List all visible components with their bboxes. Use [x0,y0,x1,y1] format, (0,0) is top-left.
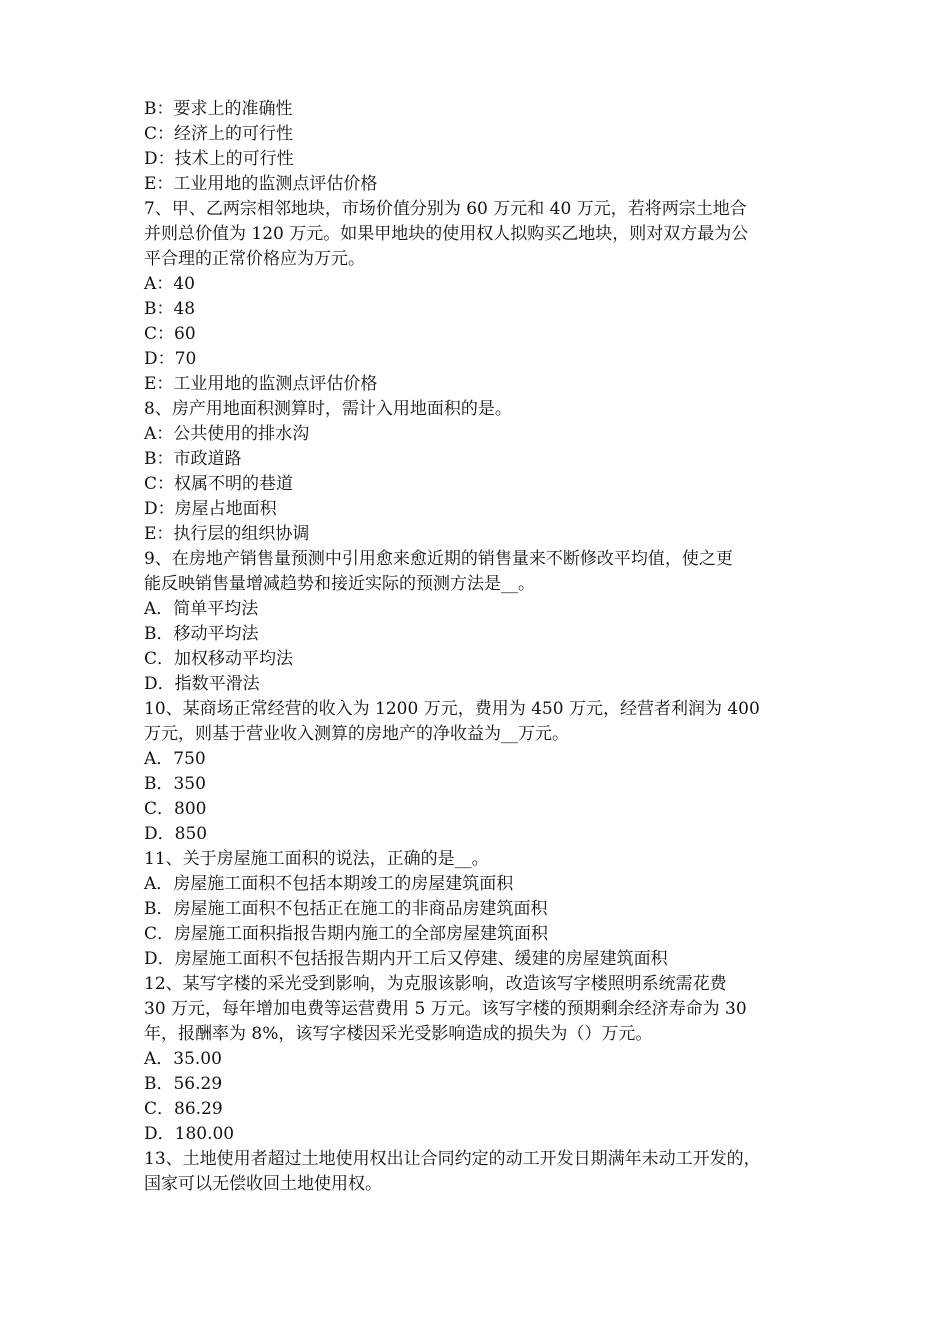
text-line: D．180.00 [144,1124,235,1144]
text-line: C：权属不明的巷道 [144,474,294,494]
text-line: 年，报酬率为 8%，该写字楼因采光受影响造成的损失为（）万元。 [144,1024,653,1044]
text-line: C．房屋施工面积指报告期内施工的全部房屋建筑面积 [144,924,549,944]
text-line: C：60 [144,324,196,344]
text-line: 国家可以无偿收回土地使用权。 [144,1174,382,1194]
text-line: B．350 [144,774,206,794]
text-line: B．56.29 [144,1074,223,1094]
text-line: A．简单平均法 [144,599,259,619]
text-line: C：经济上的可行性 [144,124,294,144]
text-line: 8、房产用地面积测算时，需计入用地面积的是。 [144,399,512,419]
text-line: D：房屋占地面积 [144,499,277,519]
text-line: B：市政道路 [144,449,242,469]
text-line: 平合理的正常价格应为万元。 [144,249,365,269]
text-line: 并则总价值为 120 万元。如果甲地块的使用权人拟购买乙地块，则对双方最为公 [144,224,749,244]
text-line: 11、关于房屋施工面积的说法，正确的是__。 [144,849,489,869]
text-line: 能反映销售量增减趋势和接近实际的预测方法是__。 [144,574,535,594]
text-line: 12、某写字楼的采光受到影响，为克服该影响，改造该写字楼照明系统需花费 [144,974,727,994]
document-body [144,97,814,1197]
text-line: B．房屋施工面积不包括正在施工的非商品房建筑面积 [144,899,548,919]
text-line: A．房屋施工面积不包括本期竣工的房屋建筑面积 [144,874,514,894]
text-line: E：执行层的组织协调 [144,524,310,544]
text-line: A：40 [144,274,195,294]
text-line: D．850 [144,824,208,844]
text-line: C．加权移动平均法 [144,649,294,669]
text-line: C．800 [144,799,207,819]
text-line: D．指数平滑法 [144,674,260,694]
text-line: 9、在房地产销售量预测中引用愈来愈近期的销售量来不断修改平均值，使之更 [144,549,733,569]
text-line: B．移动平均法 [144,624,259,644]
text-line: 7、甲、乙两宗相邻地块，市场价值分别为 60 万元和 40 万元，若将两宗土地合 [144,199,747,219]
text-line: D：70 [144,349,197,369]
text-line: 13、土地使用者超过土地使用权出让合同约定的动工开发日期满年未动工开发的， [144,1149,761,1169]
text-line: B：48 [144,299,196,319]
text-line: D：技术上的可行性 [144,149,294,169]
text-line: 30 万元，每年增加电费等运营费用 5 万元。该写字楼的预期剩余经济寿命为 30 [144,999,747,1019]
text-line: A：公共使用的排水沟 [144,424,310,444]
text-line: C．86.29 [144,1099,223,1119]
text-line: E：工业用地的监测点评估价格 [144,374,378,394]
text-line: E：工业用地的监测点评估价格 [144,174,378,194]
text-line: A．35.00 [144,1049,222,1069]
text-line: 万元，则基于营业收入测算的房地产的净收益为__万元。 [144,724,569,744]
text-line: D．房屋施工面积不包括报告期内开工后又停建、缓建的房屋建筑面积 [144,949,668,969]
text-line: 10、某商场正常经营的收入为 1200 万元，费用为 450 万元，经营者利润为 400 [144,699,760,719]
text-line: B：要求上的准确性 [144,99,293,119]
text-line: A．750 [144,749,206,769]
